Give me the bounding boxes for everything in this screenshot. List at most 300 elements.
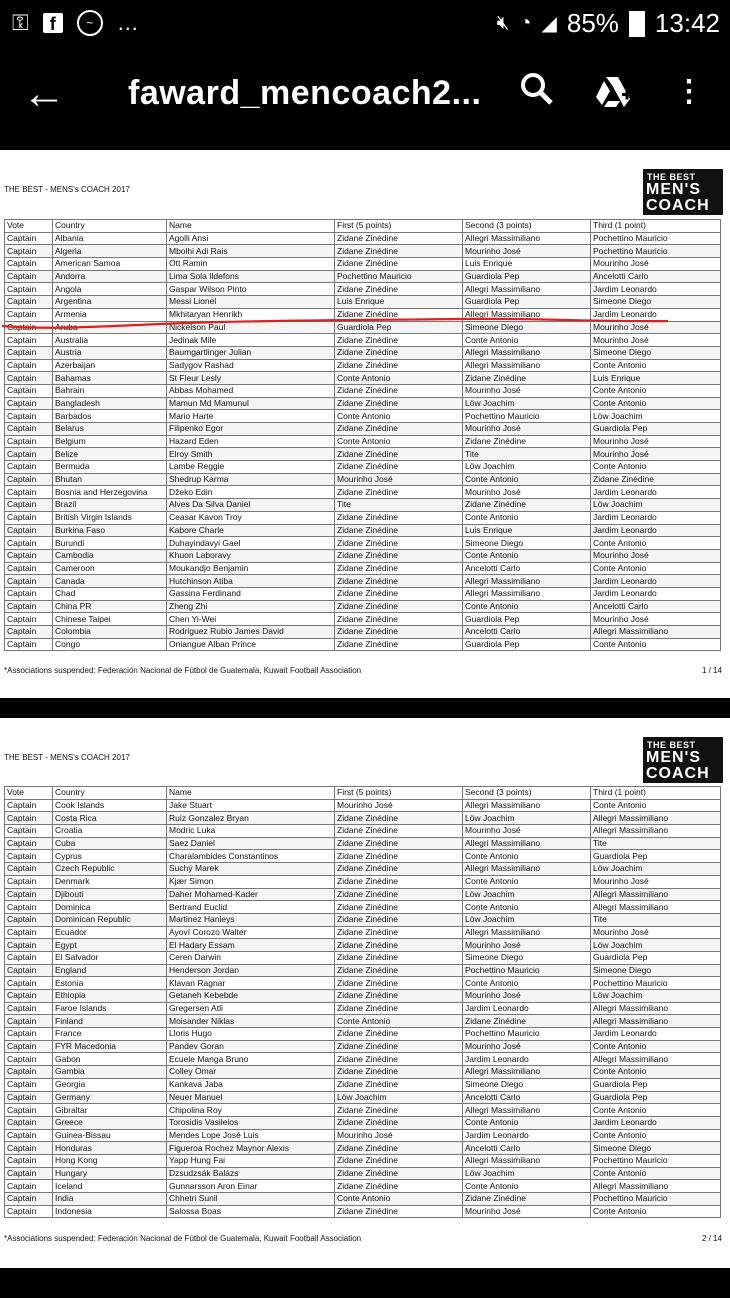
- table-cell: Mendes Lope José Luis: [167, 1129, 335, 1142]
- table-cell: Jake Stuart: [167, 799, 335, 812]
- app-bar: [0, 48, 730, 148]
- table-cell: Henderson Jordan: [167, 964, 335, 977]
- table-cell: Zidane Zinédine: [463, 1193, 591, 1206]
- table-cell: Simeone Diego: [591, 964, 721, 977]
- table-cell: Captain: [5, 372, 53, 385]
- logo-line-3: COACH: [646, 765, 710, 782]
- table-cell: Mourinho José: [463, 1205, 591, 1218]
- table-cell: Captain: [5, 964, 53, 977]
- table-row: [5, 964, 721, 977]
- table-cell: Captain: [5, 1028, 53, 1041]
- table-cell: Mourinho José: [591, 549, 721, 562]
- table-cell: Algeria: [53, 245, 167, 258]
- table-cell: Captain: [5, 888, 53, 901]
- table-cell: Captain: [5, 575, 53, 588]
- table-cell: France: [53, 1028, 167, 1041]
- page-heading: THE BEST - MENS's COACH 2017: [4, 185, 130, 194]
- table-row: [5, 1180, 721, 1193]
- table-row: [5, 270, 721, 283]
- table-row: [5, 901, 721, 914]
- table-cell: Estonia: [53, 977, 167, 990]
- table-row: [5, 1053, 721, 1066]
- table-cell: Captain: [5, 1180, 53, 1193]
- table-cell: Captain: [5, 812, 53, 825]
- status-bar: [0, 0, 730, 48]
- table-cell: American Samoa: [53, 258, 167, 271]
- table-cell: Jardim Leonardo: [463, 1002, 591, 1015]
- table-cell: Zidane Zinédine: [591, 473, 721, 486]
- table-cell: Conte Antonio: [463, 1180, 591, 1193]
- facebook-icon: f: [43, 13, 63, 33]
- table-cell: Hong Kong: [53, 1154, 167, 1167]
- table-cell: Sadygov Rashad: [167, 359, 335, 372]
- table-cell: Allegri Massimiliano: [591, 1053, 721, 1066]
- table-cell: Captain: [5, 410, 53, 423]
- table-cell: Jardim Leonardo: [591, 575, 721, 588]
- mens-coach-logo: [643, 169, 723, 215]
- table-cell: Zidane Zinédine: [335, 837, 463, 850]
- table-cell: Captain: [5, 799, 53, 812]
- table-cell: Azerbaijan: [53, 359, 167, 372]
- table-cell: Zidane Zinédine: [335, 1180, 463, 1193]
- table-cell: Finland: [53, 1015, 167, 1028]
- table-row: [5, 1116, 721, 1129]
- table-cell: Zidane Zinédine: [463, 1015, 591, 1028]
- table-cell: Captain: [5, 626, 53, 639]
- table-cell: Faroe Islands: [53, 1002, 167, 1015]
- table-cell: Zidane Zinédine: [335, 562, 463, 575]
- table-cell: Mamun Md Mamunul: [167, 397, 335, 410]
- table-row: [5, 1028, 721, 1041]
- votes-table: [4, 786, 721, 1218]
- table-cell: Lloris Hugo: [167, 1028, 335, 1041]
- table-cell: Allegri Massimiliano: [463, 575, 591, 588]
- table-cell: Captain: [5, 825, 53, 838]
- table-cell: Klavan Ragnar: [167, 977, 335, 990]
- column-header: Name: [167, 220, 335, 233]
- table-cell: Cyprus: [53, 850, 167, 863]
- table-row: [5, 1193, 721, 1206]
- table-cell: Modric Luka: [167, 825, 335, 838]
- table-row: [5, 587, 721, 600]
- table-cell: Zidane Zinédine: [335, 951, 463, 964]
- table-cell: Getaneh Kebebde: [167, 990, 335, 1003]
- table-cell: Zidane Zinédine: [335, 990, 463, 1003]
- table-cell: Zidane Zinédine: [335, 600, 463, 613]
- table-cell: Saez Daniel: [167, 837, 335, 850]
- table-cell: Baumgartlinger Julian: [167, 346, 335, 359]
- table-cell: Congo: [53, 638, 167, 651]
- table-cell: Cook Islands: [53, 799, 167, 812]
- table-cell: Pochettino Mauricio: [463, 964, 591, 977]
- logo-line-1: THE BEST: [647, 172, 696, 182]
- table-cell: Rodriguez Rubio James David: [167, 626, 335, 639]
- table-cell: Captain: [5, 270, 53, 283]
- table-cell: Zidane Zinédine: [335, 964, 463, 977]
- table-cell: Neuer Manuel: [167, 1091, 335, 1104]
- table-row: [5, 837, 721, 850]
- votes-table: [4, 219, 721, 651]
- back-arrow-icon[interactable]: ←: [22, 69, 66, 118]
- table-cell: Mario Harte: [167, 410, 335, 423]
- table-cell: Captain: [5, 537, 53, 550]
- table-cell: Allegri Massimiliano: [591, 812, 721, 825]
- table-cell: Conte Antonio: [335, 435, 463, 448]
- table-cell: Moukandjo Benjamin: [167, 562, 335, 575]
- table-cell: Bahamas: [53, 372, 167, 385]
- table-cell: Zidane Zinédine: [335, 334, 463, 347]
- table-row: [5, 473, 721, 486]
- table-cell: Conte Antonio: [591, 537, 721, 550]
- table-cell: Guardiola Pep: [591, 1078, 721, 1091]
- table-cell: Elroy Smith: [167, 448, 335, 461]
- table-cell: Bahrain: [53, 384, 167, 397]
- table-cell: Mourinho José: [463, 245, 591, 258]
- table-cell: Ethiopia: [53, 990, 167, 1003]
- table-cell: Captain: [5, 1104, 53, 1117]
- table-cell: Pochettino Mauricio: [463, 1028, 591, 1041]
- table-cell: Kabore Charle: [167, 524, 335, 537]
- table-cell: Simeone Diego: [591, 1142, 721, 1155]
- table-cell: Kankava Jaba: [167, 1078, 335, 1091]
- table-cell: Luis Enrique: [591, 372, 721, 385]
- table-cell: Conte Antonio: [463, 600, 591, 613]
- table-cell: Jardim Leonardo: [591, 308, 721, 321]
- table-cell: Mourinho José: [463, 1040, 591, 1053]
- logo-line-3: COACH: [646, 197, 710, 214]
- search-icon-svg: [520, 72, 554, 106]
- table-cell: Jardim Leonardo: [463, 1129, 591, 1142]
- table-cell: Allegri Massimiliano: [463, 359, 591, 372]
- table-cell: Captain: [5, 461, 53, 474]
- table-cell: Djibouti: [53, 888, 167, 901]
- column-header: Vote: [5, 220, 53, 233]
- table-cell: Bangladesh: [53, 397, 167, 410]
- table-cell: Salossa Boas: [167, 1205, 335, 1218]
- table-cell: Tite: [463, 448, 591, 461]
- table-row: [5, 1002, 721, 1015]
- table-cell: Captain: [5, 359, 53, 372]
- table-cell: Zidane Zinédine: [335, 863, 463, 876]
- table-cell: Conte Antonio: [591, 1205, 721, 1218]
- table-cell: Egypt: [53, 939, 167, 952]
- table-cell: Captain: [5, 524, 53, 537]
- table-cell: Löw Joachim: [591, 499, 721, 512]
- table-cell: Allegri Massimiliano: [591, 626, 721, 639]
- table-cell: Mourinho José: [591, 321, 721, 334]
- messenger-icon: ~: [77, 10, 103, 36]
- table-cell: Guardiola Pep: [591, 1091, 721, 1104]
- table-cell: Captain: [5, 423, 53, 436]
- table-cell: Lambe Reggie: [167, 461, 335, 474]
- table-cell: Gunnarsson Aron Einar: [167, 1180, 335, 1193]
- add-to-drive-icon[interactable]: [594, 75, 634, 109]
- table-cell: Conte Antonio: [463, 977, 591, 990]
- table-cell: Simeone Diego: [591, 296, 721, 309]
- table-cell: Angola: [53, 283, 167, 296]
- table-cell: Allegri Massimiliano: [463, 308, 591, 321]
- table-cell: Zidane Zinédine: [335, 1066, 463, 1079]
- table-row: [5, 435, 721, 448]
- table-cell: Pochettino Mauricio: [335, 270, 463, 283]
- more-options-icon[interactable]: ⋮: [674, 75, 704, 108]
- table-cell: Löw Joachim: [463, 913, 591, 926]
- pdf-page-1: [0, 150, 730, 698]
- column-header: Second (3 points): [463, 220, 591, 233]
- table-cell: Captain: [5, 499, 53, 512]
- table-row: [5, 1091, 721, 1104]
- table-cell: Conte Antonio: [591, 359, 721, 372]
- table-cell: Zidane Zinédine: [335, 613, 463, 626]
- table-cell: Canada: [53, 575, 167, 588]
- table-cell: Conte Antonio: [591, 562, 721, 575]
- table-cell: Jardim Leonardo: [591, 486, 721, 499]
- table-cell: Yapp Hung Fai: [167, 1154, 335, 1167]
- table-cell: Ruiz Gonzalez Bryan: [167, 812, 335, 825]
- table-cell: Conte Antonio: [591, 1129, 721, 1142]
- table-cell: Captain: [5, 334, 53, 347]
- page-footer-note: *Associations suspended: Federación Nacional de Fútbol de Guatemala, Kuwait Football Association: [4, 666, 362, 675]
- table-cell: Ecuele Manga Bruno: [167, 1053, 335, 1066]
- table-row: [5, 562, 721, 575]
- table-row: [5, 537, 721, 550]
- table-cell: Guinea-Bissau: [53, 1129, 167, 1142]
- table-cell: Simeone Diego: [463, 321, 591, 334]
- table-cell: Jardim Leonardo: [463, 1053, 591, 1066]
- table-cell: Mourinho José: [463, 384, 591, 397]
- table-cell: Zidane Zinédine: [335, 537, 463, 550]
- table-cell: Zidane Zinédine: [335, 346, 463, 359]
- table-cell: Captain: [5, 1154, 53, 1167]
- table-cell: Zidane Zinédine: [335, 1002, 463, 1015]
- table-cell: Alves Da Silva Daniel: [167, 499, 335, 512]
- table-row: [5, 1104, 721, 1117]
- table-cell: Ott Ramin: [167, 258, 335, 271]
- table-cell: Aruba: [53, 321, 167, 334]
- document-title: faward_mencoach2...: [128, 74, 482, 112]
- table-cell: Captain: [5, 308, 53, 321]
- table-cell: Captain: [5, 384, 53, 397]
- table-row: [5, 1129, 721, 1142]
- table-cell: Allegri Massimiliano: [591, 888, 721, 901]
- table-cell: Torosidis Vasileios: [167, 1116, 335, 1129]
- table-cell: Mourinho José: [591, 448, 721, 461]
- table-cell: Allegri Massimiliano: [591, 1002, 721, 1015]
- table-cell: Allegri Massimiliano: [463, 1104, 591, 1117]
- table-cell: Captain: [5, 321, 53, 334]
- table-row: [5, 308, 721, 321]
- table-cell: Figueroa Rochez Maynor Alexis: [167, 1142, 335, 1155]
- table-row: [5, 926, 721, 939]
- table-cell: Pochettino Mauricio: [591, 232, 721, 245]
- table-row: [5, 372, 721, 385]
- table-cell: Conte Antonio: [463, 1116, 591, 1129]
- table-cell: Zidane Zinédine: [335, 397, 463, 410]
- table-cell: Mourinho José: [591, 926, 721, 939]
- table-row: [5, 913, 721, 926]
- page-number: 1 / 14: [701, 666, 722, 675]
- table-cell: Zidane Zinédine: [335, 232, 463, 245]
- table-cell: FYR Macedonia: [53, 1040, 167, 1053]
- table-cell: Conte Antonio: [463, 549, 591, 562]
- table-row: [5, 232, 721, 245]
- table-row: [5, 638, 721, 651]
- table-cell: Conte Antonio: [463, 511, 591, 524]
- table-cell: Captain: [5, 926, 53, 939]
- table-cell: Mourinho José: [335, 799, 463, 812]
- table-cell: Captain: [5, 977, 53, 990]
- table-cell: Zidane Zinédine: [335, 1053, 463, 1066]
- table-cell: Allegri Massimiliano: [463, 799, 591, 812]
- table-cell: Hungary: [53, 1167, 167, 1180]
- table-cell: Ecuador: [53, 926, 167, 939]
- table-cell: Armenia: [53, 308, 167, 321]
- table-cell: Löw Joachim: [591, 990, 721, 1003]
- table-cell: Belarus: [53, 423, 167, 436]
- mute-icon: 🔇︎: [496, 12, 510, 34]
- table-cell: Hazard Eden: [167, 435, 335, 448]
- table-cell: Pochettino Mauricio: [591, 1193, 721, 1206]
- table-cell: St Fleur Lesly: [167, 372, 335, 385]
- signal-icon: ◢: [541, 13, 557, 35]
- table-row: [5, 283, 721, 296]
- table-cell: Ancelotti Carlo: [463, 1142, 591, 1155]
- table-cell: Captain: [5, 486, 53, 499]
- table-row: [5, 990, 721, 1003]
- table-cell: Simeone Diego: [591, 346, 721, 359]
- table-cell: Messi Lionel: [167, 296, 335, 309]
- table-cell: Löw Joachim: [591, 863, 721, 876]
- table-row: [5, 410, 721, 423]
- table-cell: Zidane Zinédine: [335, 888, 463, 901]
- table-row: [5, 1078, 721, 1091]
- table-cell: Cameroon: [53, 562, 167, 575]
- table-cell: Nickelson Paul: [167, 321, 335, 334]
- table-cell: Guardiola Pep: [591, 951, 721, 964]
- table-cell: Zidane Zinédine: [335, 825, 463, 838]
- table-cell: Conte Antonio: [591, 1167, 721, 1180]
- table-cell: Zidane Zinédine: [335, 875, 463, 888]
- table-cell: Khuon Laboravy: [167, 549, 335, 562]
- table-cell: Conte Antonio: [463, 334, 591, 347]
- table-cell: Tite: [591, 837, 721, 850]
- table-row: [5, 1167, 721, 1180]
- logo-line-1: THE BEST: [647, 740, 696, 750]
- table-cell: Jardim Leonardo: [591, 511, 721, 524]
- table-cell: Gaspar Wilson Pinto: [167, 283, 335, 296]
- table-cell: Dzsudzsák Balázs: [167, 1167, 335, 1180]
- table-cell: Czech Republic: [53, 863, 167, 876]
- table-cell: Iceland: [53, 1180, 167, 1193]
- mens-coach-logo: [643, 737, 723, 783]
- table-cell: Simeone Diego: [463, 1078, 591, 1091]
- table-cell: Georgia: [53, 1078, 167, 1091]
- table-cell: Conte Antonio: [591, 1104, 721, 1117]
- table-cell: Zidane Zinédine: [335, 587, 463, 600]
- table-cell: Allegri Massimiliano: [463, 232, 591, 245]
- table-cell: Captain: [5, 511, 53, 524]
- table-cell: Allegri Massimiliano: [463, 926, 591, 939]
- table-cell: Lima Sola Ildefons: [167, 270, 335, 283]
- table-cell: Conte Antonio: [591, 638, 721, 651]
- table-cell: Captain: [5, 562, 53, 575]
- table-cell: Conte Antonio: [335, 410, 463, 423]
- table-cell: Captain: [5, 346, 53, 359]
- table-row: [5, 245, 721, 258]
- table-cell: Conte Antonio: [463, 901, 591, 914]
- table-cell: Allegri Massimiliano: [591, 1180, 721, 1193]
- table-cell: Luis Enrique: [463, 524, 591, 537]
- table-cell: Captain: [5, 875, 53, 888]
- table-cell: Zidane Zinédine: [335, 575, 463, 588]
- table-cell: Zidane Zinédine: [335, 245, 463, 258]
- table-row: [5, 346, 721, 359]
- table-cell: Zidane Zinédine: [335, 812, 463, 825]
- table-cell: Captain: [5, 613, 53, 626]
- search-icon[interactable]: [520, 72, 554, 112]
- table-cell: Mourinho José: [463, 825, 591, 838]
- table-cell: Pandev Goran: [167, 1040, 335, 1053]
- table-cell: British Virgin Islands: [53, 511, 167, 524]
- table-cell: Zidane Zinédine: [335, 939, 463, 952]
- table-cell: Chen Yi-Wei: [167, 613, 335, 626]
- table-cell: Dominican Republic: [53, 913, 167, 926]
- table-cell: Captain: [5, 939, 53, 952]
- table-cell: Tite: [591, 913, 721, 926]
- table-cell: Captain: [5, 951, 53, 964]
- table-cell: Löw Joachim: [463, 461, 591, 474]
- table-cell: Mourinho José: [463, 939, 591, 952]
- table-cell: Zidane Zinédine: [335, 1028, 463, 1041]
- table-cell: Zidane Zinédine: [335, 913, 463, 926]
- table-cell: Allegri Massimiliano: [463, 1066, 591, 1079]
- table-cell: Bosnia and Herzegovina: [53, 486, 167, 499]
- table-cell: Captain: [5, 283, 53, 296]
- table-cell: Zidane Zinédine: [335, 638, 463, 651]
- table-cell: Chhetri Sunil: [167, 1193, 335, 1206]
- table-row: [5, 1142, 721, 1155]
- table-cell: Zidane Zinédine: [335, 423, 463, 436]
- table-row: [5, 423, 721, 436]
- table-cell: Simeone Diego: [463, 951, 591, 964]
- table-cell: Gabon: [53, 1053, 167, 1066]
- table-row: [5, 825, 721, 838]
- table-cell: Luis Enrique: [335, 296, 463, 309]
- table-cell: Bertrand Euclid: [167, 901, 335, 914]
- table-cell: Martinez Hanleys: [167, 913, 335, 926]
- logo-line-2: MEN'S: [646, 749, 702, 766]
- table-row: [5, 850, 721, 863]
- table-cell: Mourinho José: [463, 990, 591, 1003]
- table-cell: Captain: [5, 549, 53, 562]
- table-cell: Captain: [5, 1167, 53, 1180]
- table-cell: Indonesia: [53, 1205, 167, 1218]
- table-cell: Löw Joachim: [463, 812, 591, 825]
- table-cell: Zidane Zinédine: [335, 901, 463, 914]
- table-cell: Captain: [5, 1129, 53, 1142]
- table-row: [5, 461, 721, 474]
- table-cell: Dominica: [53, 901, 167, 914]
- table-cell: Captain: [5, 397, 53, 410]
- table-cell: Conte Antonio: [335, 372, 463, 385]
- table-cell: Gambia: [53, 1066, 167, 1079]
- table-cell: Captain: [5, 296, 53, 309]
- table-cell: Captain: [5, 1015, 53, 1028]
- table-cell: Chinese Taipei: [53, 613, 167, 626]
- page-footer-note: *Associations suspended: Federación Nacional de Fútbol de Guatemala, Kuwait Football Association: [4, 1234, 362, 1243]
- table-cell: Guardiola Pep: [335, 321, 463, 334]
- table-cell: Zidane Zinédine: [335, 486, 463, 499]
